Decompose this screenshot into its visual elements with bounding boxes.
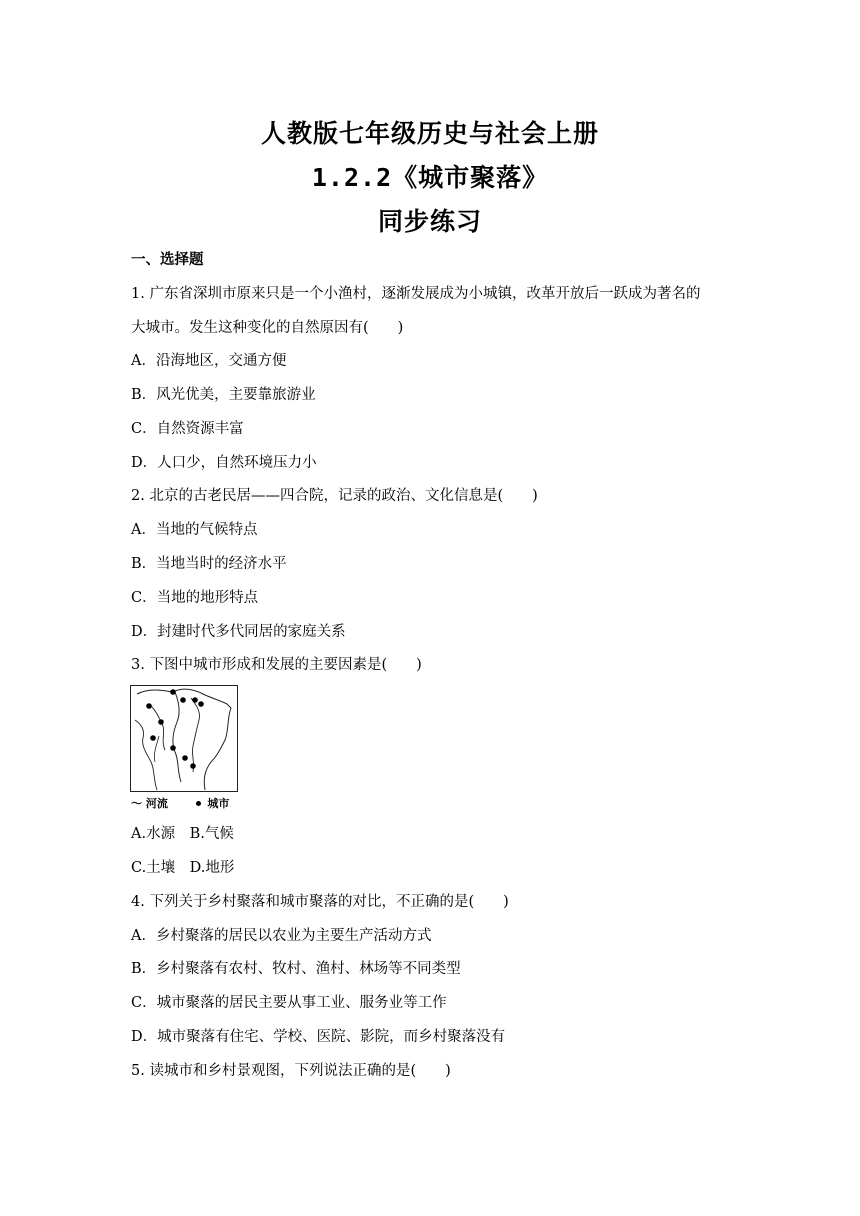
question-4-option-c: C．城市聚落的居民主要从事工业、服务业等工作 — [131, 995, 447, 1011]
section-heading: 一、选择题 — [131, 251, 204, 268]
question-2-stem: 2. 北京的古老民居——四合院，记录的政治、文化信息是( ) — [131, 488, 538, 504]
tributary-east — [191, 698, 200, 772]
question-1-stem-line-2: 大城市。发生这种变化的自然原因有( ) — [131, 320, 404, 336]
dot-icon — [196, 801, 201, 806]
main-river — [173, 692, 181, 782]
legend-city-label: 城市 — [207, 797, 230, 810]
question-1-option-a: A．沿海地区，交通方便 — [131, 353, 287, 369]
city-marker — [170, 689, 176, 695]
city-marker — [182, 755, 188, 761]
question-1-option-c: C．自然资源丰富 — [131, 421, 244, 437]
document-subtitle: 1.2.2《城市聚落》 — [311, 163, 549, 192]
question-4-stem: 4. 下列关于乡村聚落和城市聚落的对比，不正确的是( ) — [131, 894, 509, 910]
question-1-option-d: D．人口少，自然环境压力小 — [131, 455, 317, 471]
wave-icon: ～ — [131, 797, 142, 810]
question-4-option-a: A．乡村聚落的居民以农业为主要生产活动方式 — [131, 928, 432, 944]
city-marker — [180, 697, 186, 703]
city-marker — [158, 719, 164, 725]
map-drawing — [131, 686, 236, 790]
legend-river-label: 河流 — [145, 797, 168, 810]
question-3-options-cd: C.土壤 D.地形 — [131, 860, 235, 876]
document-title: 人教版七年级历史与社会上册 — [260, 119, 599, 148]
tributary-south — [154, 736, 159, 762]
map-legend — [131, 795, 229, 811]
river-city-map — [130, 685, 238, 792]
city-marker — [146, 703, 152, 709]
question-5-stem: 5. 读城市和乡村景观图，下列说法正确的是( ) — [131, 1063, 451, 1079]
city-marker — [192, 697, 198, 703]
question-4-option-d: D．城市聚落有住宅、学校、医院、影院，而乡村聚落没有 — [131, 1029, 506, 1045]
document-heading: 同步练习 — [377, 207, 482, 236]
city-marker — [170, 745, 176, 751]
question-3-stem: 3. 下图中城市形成和发展的主要因素是( ) — [131, 657, 422, 673]
question-1-stem-line-1: 1. 广东省深圳市原来只是一个小渔村，逐渐发展成为小城镇，改革开放后一跃成为著名的 — [131, 286, 701, 302]
west-boundary — [135, 720, 157, 790]
question-4-option-b: B．乡村聚落有农村、牧村、渔村、林场等不同类型 — [131, 961, 461, 977]
question-2-option-c: C．当地的地形特点 — [131, 590, 259, 606]
city-marker — [190, 763, 196, 769]
city-marker — [150, 735, 156, 741]
question-3-options-ab: A.水源 B.气候 — [131, 826, 234, 842]
question-2-option-a: A．当地的气候特点 — [131, 522, 258, 538]
city-marker — [198, 701, 204, 707]
tributary-west — [151, 706, 165, 750]
question-2-option-d: D．封建时代多代同居的家庭关系 — [131, 624, 346, 640]
question-1-option-b: B．风光优美，主要靠旅游业 — [131, 387, 316, 403]
question-2-option-b: B．当地当时的经济水平 — [131, 556, 287, 572]
